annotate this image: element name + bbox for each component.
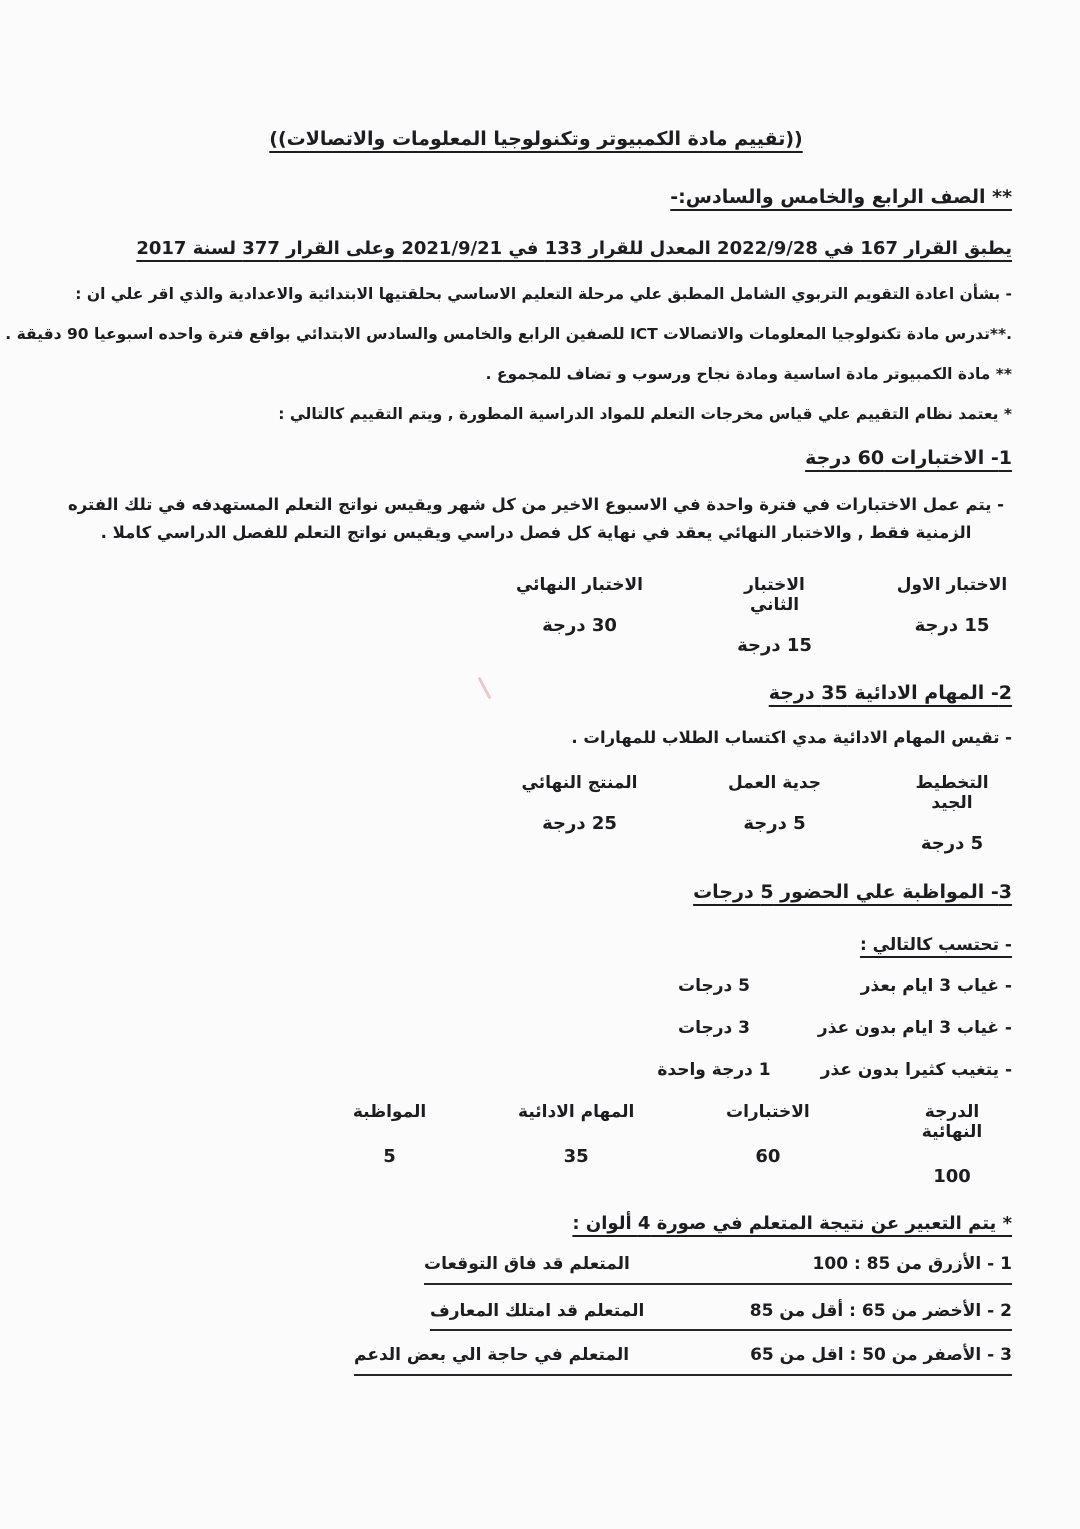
task-score: 25 درجة xyxy=(542,813,617,835)
attendance-rule-value: 1 درجة واحدة xyxy=(657,1060,771,1081)
task-header: جدية العمل xyxy=(727,773,822,794)
intro-paragraph-4: * يعتمد نظام التقييم علي قياس مخرجات التعلم للمواد الدراسية المطورة , ويتم التقييم كالتالي : xyxy=(278,405,1012,423)
section-1-heading: 1- الاختبارات 60 درجة xyxy=(805,447,1012,469)
document-title: ((تقييم مادة الكمبيوتر وتكنولوجيا المعلومات والاتصالات)) xyxy=(269,128,803,150)
grades-heading: ** الصف الرابع والخامس والسادس:- xyxy=(670,186,1012,208)
section-1-body: - يتم عمل الاختبارات في فترة واحدة في الاسبوع الاخير من كل شهر ويقيس نواتج التعلم المستهدفه في تلك الفتره الزمنية فقط , والاختبار النهائي يعقد في نهاية كل فصل دراسي ويقيس نواتج التعلم للفصل الدراسي كاملا . xyxy=(67,495,1005,543)
intro-paragraph-1: - بشأن اعادة التقويم التربوي الشامل المطبق علي مرحلة التعليم الاساسي بحلقتيها الابتدائية والاعدادية والذي اقر علي ان : xyxy=(75,285,1012,303)
exam-score: 15 درجة xyxy=(914,615,990,637)
exam-header: الاختبار الاول xyxy=(896,575,1008,596)
exams-table xyxy=(502,575,1012,656)
total-value: 5 xyxy=(383,1146,396,1168)
attendance-rule-row xyxy=(60,1060,1012,1080)
total-header: المواظبة xyxy=(352,1102,427,1123)
color-level-row-green xyxy=(430,1299,1012,1332)
total-value: 60 xyxy=(755,1146,781,1168)
total-header: المهام الادائية xyxy=(518,1102,635,1123)
attendance-rule-value: 3 درجات xyxy=(678,1018,750,1039)
attendance-rule-label: - غياب 3 ايام بعذر xyxy=(860,976,1012,997)
total-column-tasks xyxy=(509,1102,644,1187)
exam-column-first xyxy=(892,575,1012,656)
color-level-meaning: المتعلم قد فاق التوقعات xyxy=(424,1254,630,1275)
task-score: 5 درجة xyxy=(743,813,806,835)
exam-header: الاختبار النهائي xyxy=(515,575,644,596)
intro-paragraph-2: .**تدرس مادة تكنولوجيا المعلومات والاتصالات ICT للصفين الرابع والخامس والسادس الابتدائي بواقع فترة واحده اسبوعيا 90 دقيقة . xyxy=(5,325,1012,343)
decree-line: يطبق القرار 167 في 2022/9/28 المعدل للقرار 133 في 2021/9/21 وعلى القرار 377 لسنة 2017 xyxy=(136,238,1012,259)
exam-score: 15 درجة xyxy=(737,635,812,657)
attendance-rule-row xyxy=(60,976,1012,996)
color-level-row-blue xyxy=(424,1252,1012,1285)
color-level-range: 1 - الأزرق من 85 : 100 xyxy=(812,1254,1012,1275)
performance-tasks-table xyxy=(502,773,1012,854)
section-2-heading: 2- المهام الادائية 35 درجة xyxy=(768,682,1012,705)
exam-score: 30 درجة xyxy=(542,615,617,637)
section-3-subheading: - تحتسب كالتالي : xyxy=(859,935,1012,956)
total-header: الدرجة النهائية xyxy=(921,1102,983,1143)
total-column-final-grade xyxy=(892,1102,1012,1187)
total-header: الاختبارات xyxy=(725,1102,810,1123)
attendance-rule-label: - غياب 3 ايام بدون عذر xyxy=(817,1018,1012,1039)
color-level-meaning: المتعلم في حاجة الي بعض الدعم xyxy=(354,1345,630,1366)
exam-column-second xyxy=(717,575,832,656)
intro-paragraph-3: ** مادة الكمبيوتر مادة اساسية ومادة نجاح ورسوب و تضاف للمجموع . xyxy=(485,365,1012,383)
task-column-planning xyxy=(892,773,1012,854)
exam-header: الاختبار الثاني xyxy=(744,575,805,616)
attendance-rule-value: 5 درجات xyxy=(678,976,750,997)
total-column-attendance xyxy=(347,1102,432,1187)
task-column-product xyxy=(502,773,657,854)
exam-column-final xyxy=(502,575,657,656)
total-value: 35 xyxy=(563,1146,589,1168)
attendance-rule-row xyxy=(60,1018,1012,1038)
task-header: التخطيط الجيد xyxy=(915,773,989,814)
color-level-range: 2 - الأخضر من 65 : أقل من 85 xyxy=(749,1300,1012,1321)
attendance-rule-label: - يتغيب كثيرا بدون عذر xyxy=(820,1060,1012,1081)
total-value: 100 xyxy=(933,1166,971,1188)
color-level-range: 3 - الأصفر من 50 : اقل من 65 xyxy=(750,1345,1012,1366)
task-header: المنتج النهائي xyxy=(521,773,638,794)
color-level-meaning: المتعلم قد امتلك المعارف xyxy=(430,1300,645,1321)
color-level-row-yellow xyxy=(354,1343,1012,1376)
colors-section-heading: * يتم التعبير عن نتيجة المتعلم في صورة 4 ألوان : xyxy=(572,1213,1012,1235)
section-3-heading: 3- المواظبة علي الحضور 5 درجات xyxy=(693,881,1012,904)
total-column-exams xyxy=(720,1102,815,1187)
task-column-effort xyxy=(717,773,832,854)
task-score: 5 درجة xyxy=(920,833,984,855)
section-2-body: - تقيس المهام الادائية مدي اكتساب الطلاب للمهارات . xyxy=(571,728,1012,748)
totals-table xyxy=(347,1102,1012,1187)
